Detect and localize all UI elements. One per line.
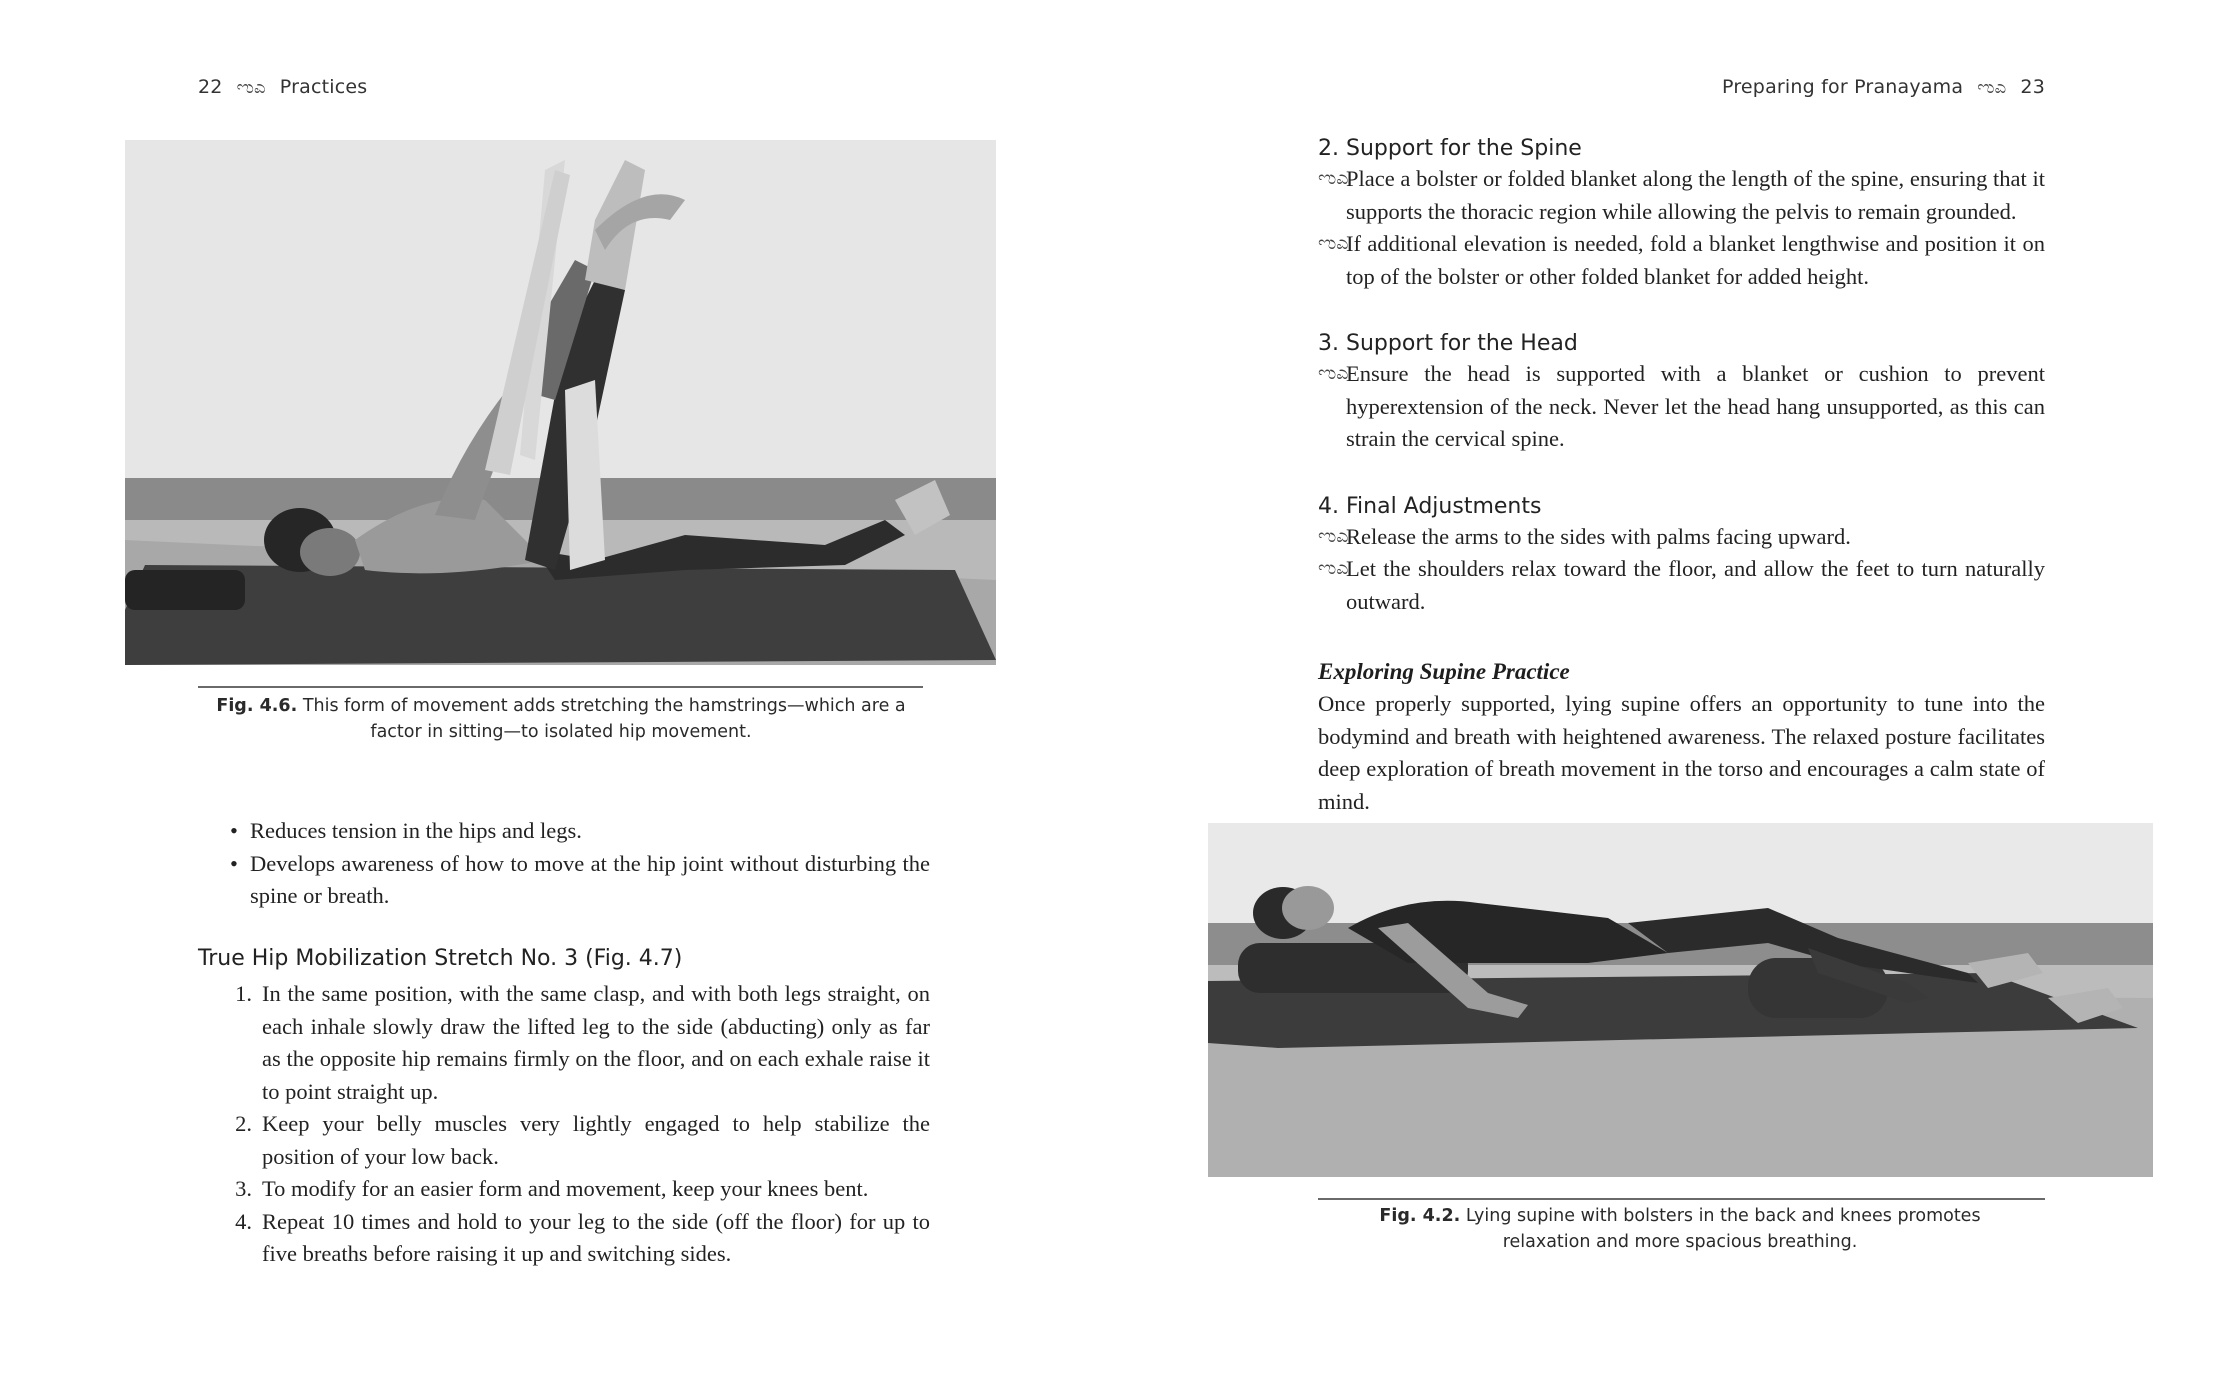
section-items bbox=[1318, 358, 2045, 456]
bullet-text: Reduces tension in the hips and legs. bbox=[250, 818, 582, 843]
subsection-title: Exploring Supine Practice bbox=[1318, 659, 1570, 684]
item-text: If additional elevation is needed, fold a blanket lengthwise and position it on top of the bolster or other folded blanket for added height. bbox=[1346, 231, 2045, 289]
list-item bbox=[222, 1108, 930, 1173]
bullet-text: Develops awareness of how to move at the hip joint without disturbing the spine or breath. bbox=[250, 850, 930, 908]
ornament-icon: ಌಎ bbox=[1318, 558, 1349, 579]
figure-4-6-photo bbox=[125, 140, 996, 665]
list-item bbox=[1318, 163, 2045, 228]
item-text: Release the arms to the sides with palms facing upward. bbox=[1346, 523, 1851, 549]
item-text: Let the shoulders relax toward the floor, and allow the feet to turn naturally outward. bbox=[1346, 556, 2045, 614]
step-text: Repeat 10 times and hold to your leg to the side (off the floor) for up to five breaths before raising it up and switching sides. bbox=[262, 1208, 930, 1266]
right-page-number: 23 bbox=[2020, 76, 2045, 98]
figure-4-2-label: Fig. 4.2. bbox=[1379, 1206, 1461, 1226]
step-number: 4. bbox=[235, 1208, 252, 1234]
section-heading: 2. Support for the Spine bbox=[1318, 136, 1582, 161]
step-number: 1. bbox=[235, 981, 252, 1006]
right-running-title: Preparing for Pranayama bbox=[1722, 76, 1964, 98]
list-item bbox=[1318, 358, 2045, 456]
item-text: Ensure the head is supported with a blanket or cushion to prevent hyperextension of the neck. Never let the head hang unsupported, as this can strain the cervical spine. bbox=[1346, 361, 2045, 451]
ornament-icon: ಌಎ bbox=[1318, 363, 1349, 384]
ornament-icon: ಌಎ bbox=[1977, 76, 2007, 98]
step-text: To modify for an easier form and movement, keep your knees bent. bbox=[262, 1176, 869, 1201]
figure-4-2-caption bbox=[1360, 1203, 2000, 1255]
figure-4-6-label: Fig. 4.6. bbox=[216, 696, 298, 716]
section-heading: 3. Support for the Head bbox=[1318, 331, 1578, 356]
ornament-icon: ಌಎ bbox=[1318, 168, 1349, 189]
list-item bbox=[222, 978, 930, 1108]
ornament-icon: ಌಎ bbox=[1318, 233, 1349, 254]
right-text-column bbox=[1318, 136, 2045, 818]
section-heading: 4. Final Adjustments bbox=[1318, 493, 1542, 519]
figure-4-2-photo bbox=[1208, 823, 2153, 1177]
figure-4-6-caption bbox=[205, 693, 917, 745]
ornament-icon: ಌಎ bbox=[1318, 525, 1349, 547]
left-running-head bbox=[198, 76, 367, 98]
body-paragraph: Once properly supported, lying supine offers an opportunity to tune into the bodymind and breath with heightened awareness. The relaxed posture facilitates deep exploration of breath movement in the torso and encourages a calm state of mind. bbox=[1318, 691, 2045, 814]
step-text: Keep your belly muscles very lightly engaged to help stabilize the position of your low back. bbox=[262, 1111, 930, 1169]
left-page-number: 22 bbox=[198, 76, 223, 98]
list-item bbox=[222, 1206, 930, 1271]
figure-4-2-caption-text: Lying supine with bolsters in the back and knees promotes relaxation and more spacious breathing. bbox=[1465, 1206, 1981, 1252]
ornament-icon: ಌಎ bbox=[236, 76, 266, 98]
list-item: • Develops awareness of how to move at the hip joint without disturbing the spine or breath. bbox=[230, 848, 930, 913]
left-running-title: Practices bbox=[279, 76, 368, 98]
section-items bbox=[1318, 163, 2045, 293]
step-number: 3. bbox=[235, 1176, 252, 1201]
step-text: In the same position, with the same clasp, and with both legs straight, on each inhale slowly draw the lifted leg to the side (abducting) only as far as the opposite hip remains firmly on the floor, and on each exhale raise it to point straight up. bbox=[262, 981, 930, 1104]
list-item bbox=[1318, 553, 2045, 618]
right-running-head bbox=[1722, 76, 2045, 98]
list-item bbox=[1318, 521, 2045, 554]
step-list bbox=[222, 978, 930, 1271]
left-bullet-list bbox=[230, 815, 930, 913]
list-item bbox=[222, 1173, 930, 1206]
section-title: True Hip Mobilization Stretch No. 3 (Fig. 4.7) bbox=[198, 946, 683, 971]
figure-4-2-rule bbox=[1318, 1198, 2045, 1200]
section-items bbox=[1318, 521, 2045, 619]
item-text: Place a bolster or folded blanket along the length of the spine, ensuring that it supports the thoracic region while allowing the pelvis to remain grounded. bbox=[1346, 166, 2045, 224]
figure-4-6-rule bbox=[198, 686, 923, 688]
list-item bbox=[1318, 228, 2045, 293]
figure-4-6-caption-text: This form of movement adds stretching the hamstrings—which are a factor in sitting—to isolated hip movement. bbox=[302, 696, 906, 742]
list-item: • Reduces tension in the hips and legs. bbox=[230, 815, 930, 848]
step-number: 2. bbox=[235, 1111, 252, 1136]
